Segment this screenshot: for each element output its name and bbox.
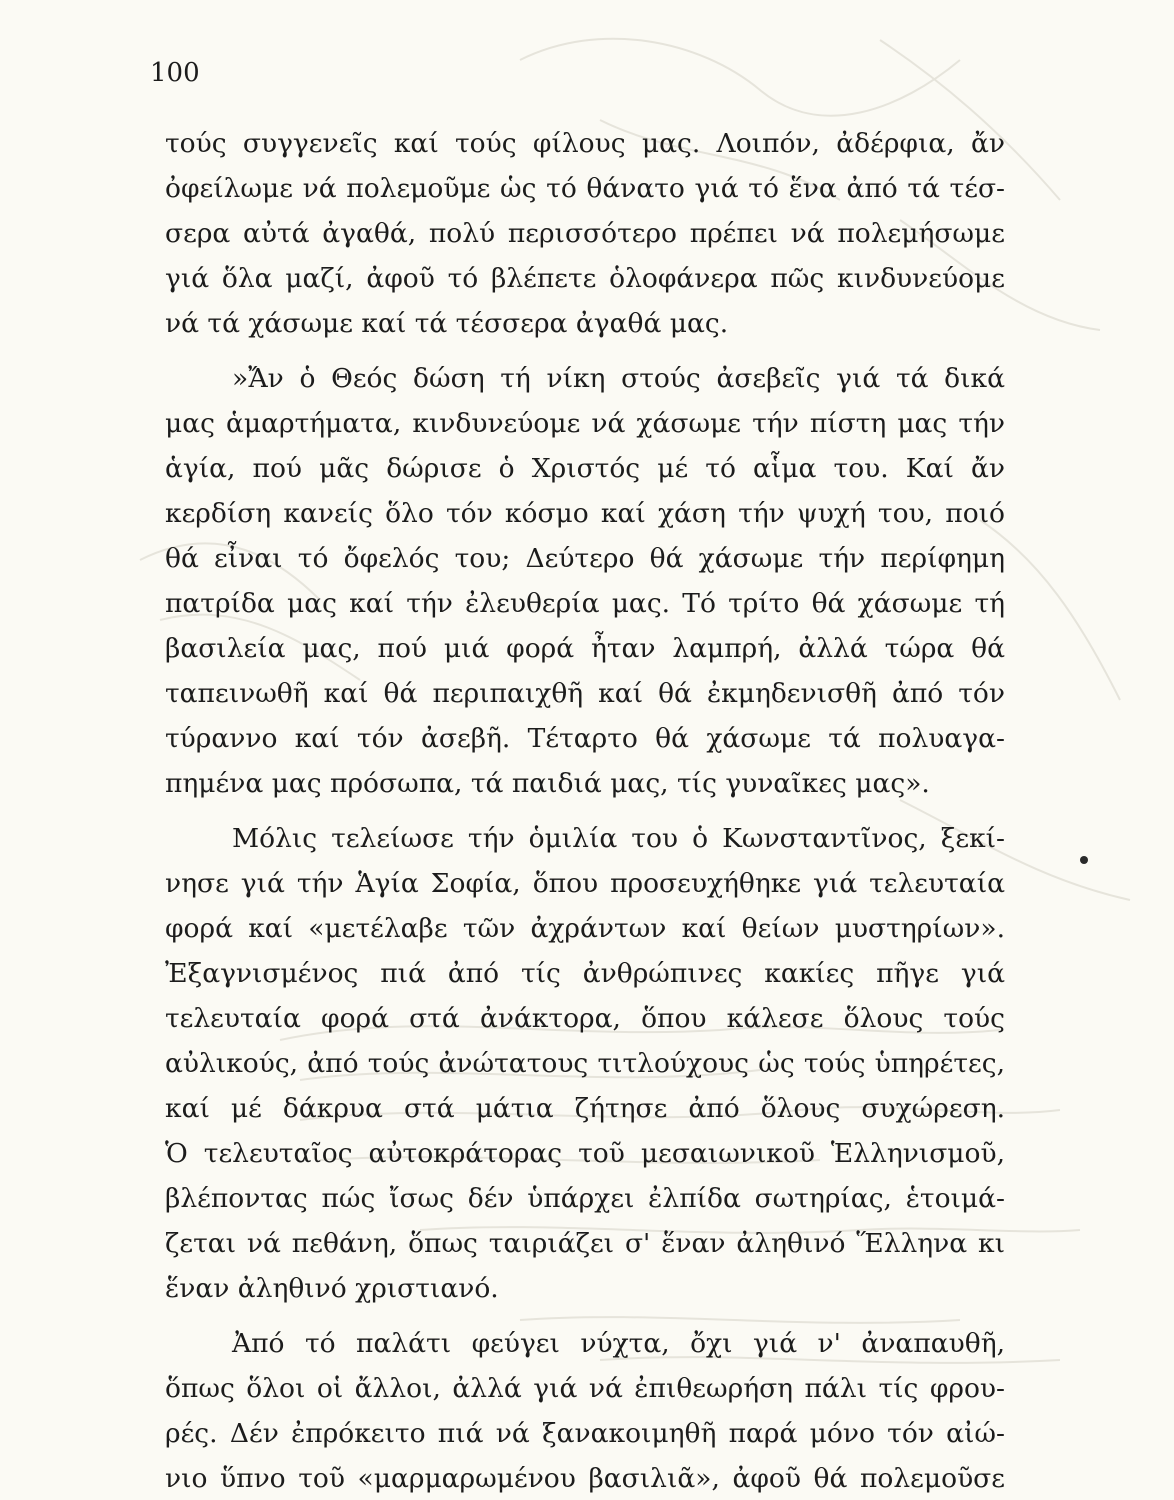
text-line: θά εἶναι τό ὄφελός του; Δεύτερο θά χάσωμε τήν περίφημη <box>165 543 1005 574</box>
text-line: σερα αὐτά ἀγαθά, πολύ περισσότερο πρέπει νά πολεμήσωμε <box>165 218 1005 249</box>
text-line: ζεται νά πεθάνη, ὅπως ταιριάζει σ' ἕναν ἀληθινό Ἕλληνα κι <box>165 1228 1005 1259</box>
text-line: τελευταία φορά στά ἀνάκτορα, ὅπου κάλεσε ὅλους τούς <box>165 1003 1005 1034</box>
text-line: αὐλικούς, ἀπό τούς ἀνώτατους τιτλούχους ὡς τούς ὑπηρέτες, <box>165 1048 1005 1079</box>
text-line: φορά καί «μετέλαβε τῶν ἀχράντων καί θείων μυστηρίων». <box>165 913 1005 944</box>
text-line: τύραννο καί τόν ἀσεβῆ. Τέταρτο θά χάσωμε τά πολυαγα- <box>165 723 1005 754</box>
paragraph-first-line: »Ἄν ὁ Θεός δώση τή νίκη στούς ἀσεβεῖς γιά τά δικά <box>232 363 1005 394</box>
page-number: 100 <box>150 58 200 88</box>
text-line: μας ἁμαρτήματα, κινδυνεύομε νά χάσωμε τήν πίστη μας τήν <box>165 408 1005 439</box>
paragraph-first-line: Ἀπό τό παλάτι φεύγει νύχτα, ὄχι γιά ν' ἀναπαυθῆ, <box>232 1328 1005 1359</box>
text-line: ταπεινωθῆ καί θά περιπαιχθῆ καί θά ἐκμηδενισθῆ ἀπό τόν <box>165 678 1005 709</box>
text-line: βλέποντας πώς ἴσως δέν ὑπάρχει ἐλπίδα σωτηρίας, ἑτοιμά- <box>165 1183 1005 1214</box>
text-line: νά τά χάσωμε καί τά τέσσερα ἀγαθά μας. <box>165 308 729 339</box>
paragraph-first-line: Μόλις τελείωσε τήν ὁμιλία του ὁ Κωνσταντῖνος, ξεκί- <box>232 823 1005 854</box>
text-line: πατρίδα μας καί τήν ἐλευθερία μας. Τό τρίτο θά χάσωμε τή <box>165 588 1005 619</box>
text-line: βασιλεία μας, πού μιά φορά ἦταν λαμπρή, ἀλλά τώρα θά <box>165 633 1005 664</box>
text-line: νιο ὕπνο τοῦ «μαρμαρωμένου βασιλιᾶ», ἀφοῦ θά πολεμοῦσε <box>165 1463 1005 1494</box>
text-line: ὀφείλωμε νά πολεμοῦμε ὡς τό θάνατο γιά τό ἕνα ἀπό τά τέσ- <box>165 173 1005 204</box>
text-line: νησε γιά τήν Ἁγία Σοφία, ὅπου προσευχήθηκε γιά τελευταία <box>165 868 1005 899</box>
text-line: Ὁ τελευταῖος αὐτοκράτορας τοῦ μεσαιωνικοῦ Ἑλληνισμοῦ, <box>165 1138 1005 1169</box>
text-line: ὅπως ὅλοι οἱ ἄλλοι, ἀλλά γιά νά ἐπιθεωρήση πάλι τίς φρου- <box>165 1373 1005 1404</box>
text-line: κερδίση κανείς ὅλο τόν κόσμο καί χάση τήν ψυχή του, ποιό <box>165 498 1005 529</box>
text-line: πημένα μας πρόσωπα, τά παιδιά μας, τίς γυναῖκες μας». <box>165 768 930 799</box>
text-line: καί μέ δάκρυα στά μάτια ζήτησε ἀπό ὅλους συχώρεση. <box>165 1093 1005 1124</box>
text-line: ἁγία, πού μᾶς δώρισε ὁ Χριστός μέ τό αἷμα του. Καί ἄν <box>165 453 1005 484</box>
text-line: γιά ὅλα μαζί, ἀφοῦ τό βλέπετε ὁλοφάνερα πῶς κινδυνεύομε <box>165 263 1005 294</box>
text-line: ρές. Δέν ἐπρόκειτο πιά νά ξανακοιμηθῆ παρά μόνο τόν αἰώ- <box>165 1418 1005 1449</box>
text-line: Ἐξαγνισμένος πιά ἀπό τίς ἀνθρώπινες κακίες πῆγε γιά <box>165 958 1005 989</box>
text-line: τούς συγγενεῖς καί τούς φίλους μας. Λοιπόν, ἀδέρφια, ἄν <box>165 128 1005 159</box>
text-line: ἕναν ἀληθινό χριστιανό. <box>165 1273 499 1304</box>
